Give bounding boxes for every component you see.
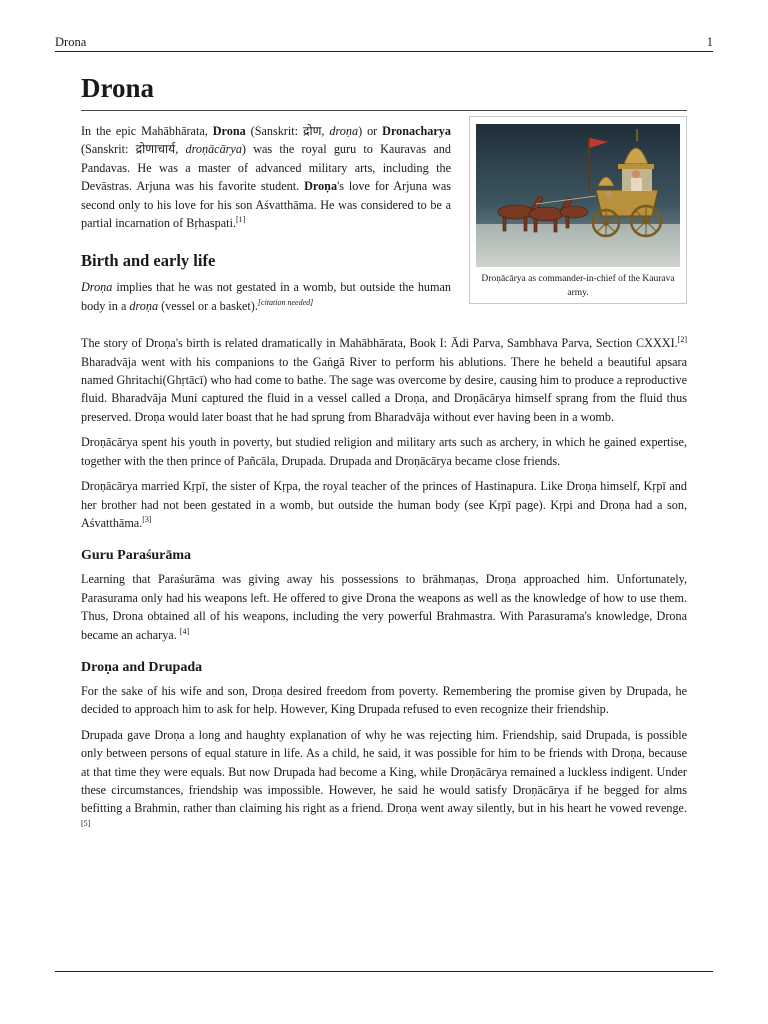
footer-rule [55,971,713,972]
page-number: 1 [706,35,713,49]
citation-ref[interactable]: [1] [236,214,246,224]
citation-ref[interactable]: [2] [677,335,687,345]
citation-ref[interactable]: [3] [142,514,152,524]
section-heading-birth: Birth and early life [81,251,216,271]
paragraph: Learning that Paraśurāma was giving away his possessions to brāhmaṇas, Droṇa approached him. Unfortunately, Parasurama only had his weapons left. He offered to give Drona the weapons as well as the knowledge of how to use them. Thus, Drona obtained all of his weapons, including the very powerful Brahmastra. With Parasurama's knowledge, Drona became an acharya. [4] [81,572,687,642]
drona-chariot-painting [476,124,680,267]
paragraph: Drupada gave Droṇa a long and haughty explanation of why he was rejecting him. Friendship, said Drupada, is possible only between persons of equal stature in life. As a child, he said, it was possible for him to be friends with Droṇa, because at that time they were equals. But now Drupada had become a King, while Droṇācārya remained a luckless indigent. Under these circumstances, friendship was impossible. However, he said he would satisfy Droṇācārya if he begged for alms befitting a Brahmin, rather than claiming his right as a friend. Droṇa went away silently, but in his heart he vowed revenge.[5] [81,727,687,828]
devanagari-drona: द्रोण [302,124,322,138]
term-dronacharya: Dronacharya [382,124,451,138]
paragraph: For the sake of his wife and son, Droṇa desired freedom from poverty. Remembering the promise given by Drupada, he decided to approach him to ask for help. However, King Drupada refused to even recognize their friendship. [81,683,687,717]
article-title: Drona [81,70,687,111]
section-heading-parasurama: Guru Paraśurāma [81,548,192,564]
citation-ref[interactable]: [4] [179,626,190,636]
running-header [55,34,713,52]
paragraph: Droṇa implies that he was not gestated in a womb, but outside the human body in a droṇa (vessel or a basket).[citation needed] [81,280,451,313]
citation-ref[interactable]: [5] [81,818,91,828]
section-heading-drupada: Droṇa and Drupada [81,659,203,675]
term-drona: Drona [212,124,246,138]
citation-needed[interactable]: [citation needed] [257,297,314,307]
paragraph: The story of Droṇa's birth is related dramatically in Mahābhārata, Book I: Ādi Parva, Sambhava Parva, Section CXXXI.[2] Bharadvāja went with his companions to the Gaṅgā River to perform his ablutions. There he beheld a beautiful apsara named Ghritachi(Ghṛtācī) who had come to bathe. The sage was overcome by desire, causing him to produce a reproductive fluid. Bharadvāja Muni captured the fluid in a vessel called a Droṇa, and Droṇācārya himself sprang from the fluid thus preserved. Droṇa would later boast that he had sprung from Bharadvāja without ever having been in a womb. [81,335,687,424]
paragraph: Droṇācārya spent his youth in poverty, but studied religion and military arts such as archery, in which he gained expertise, together with the then prince of Pañcāla, Drupada. Drupada and Droṇācārya became close friends. [81,435,687,468]
article-body [81,70,687,836]
infobox-figure [469,116,687,304]
paragraph: Droṇācārya married Kṛpī, the sister of Kṛpa, the royal teacher of the princes of Hastinapura. Like Droṇa himself, Kṛpī and her brother had not been gestated in a womb, but outside the human body (see Kṛpī page). Kṛpi and Droṇa had a son, Aśvatthāma.[3] [81,479,687,530]
figure-caption: Droṇācārya as commander-in-chief of the Kaurava army. [481,274,675,298]
header-title: Drona [55,35,87,49]
devanagari-dronacharya: द्रोणाचार्य [135,142,176,157]
intro-paragraph: In the epic Mahābhārata, Drona (Sanskrit: द्रोण, droṇa) or Dronacharya (Sanskrit: द्रोणाचार्य, droṇācārya) was the royal guru to Kauravas and Pandavas. He was a master of advanced military arts, including the Devāstras. Arjuna was his favorite student. Droṇa's love for Arjuna was second only to his love for his son Aśvatthāma. He was considered to be a partial incarnation of Bṛhaspati.[1] [81,124,451,231]
